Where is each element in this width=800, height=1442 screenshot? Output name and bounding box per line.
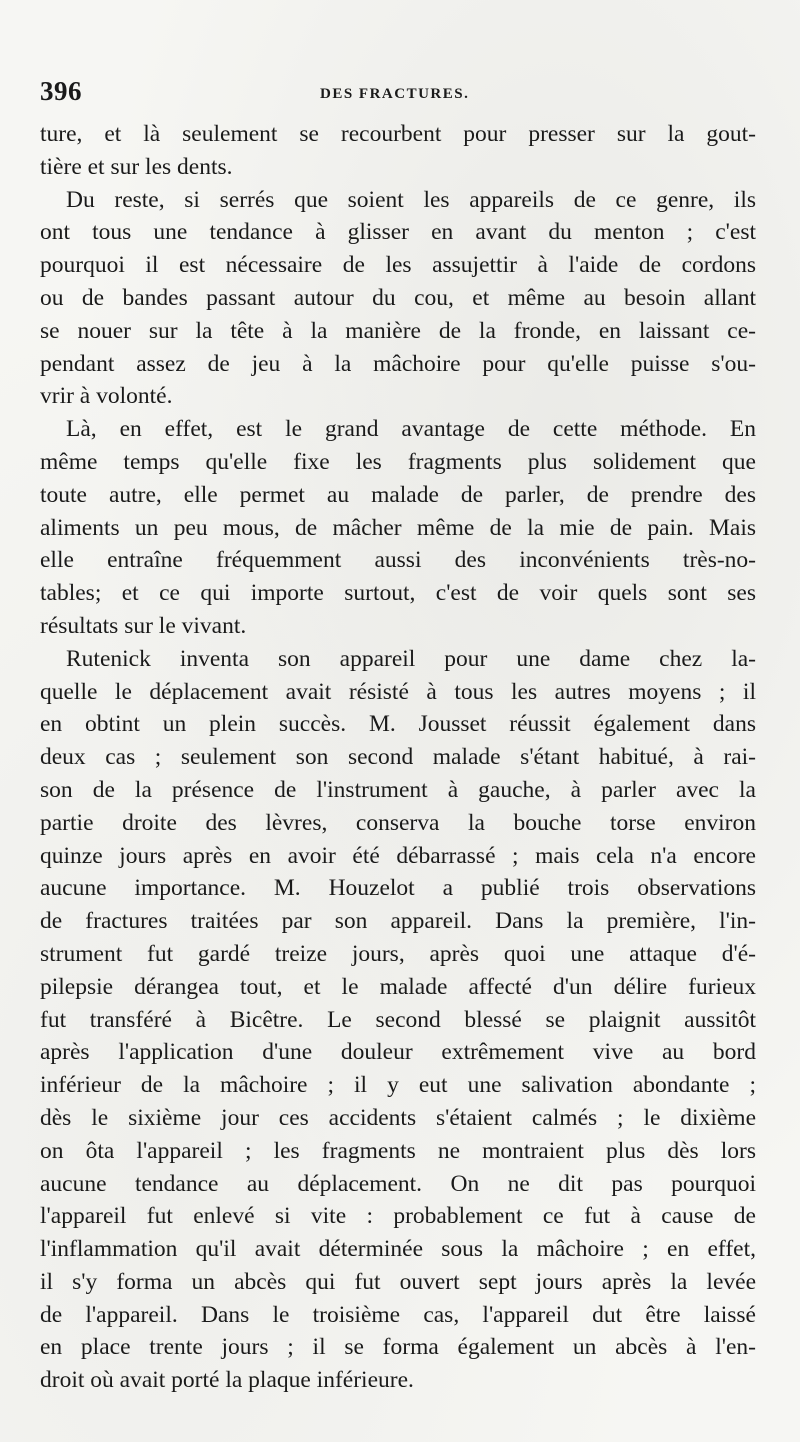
text-line: même temps qu'elle fixe les fragments plus solidement que: [40, 448, 756, 475]
text-line: partie droite des lèvres, conserva la bouche torse environ: [40, 809, 756, 836]
text-line: vrir à volonté.: [40, 383, 173, 410]
text-line: il s'y forma un abcès qui fut ouvert sept jours après la levée: [40, 1268, 756, 1295]
text-line: dès le sixième jour ces accidents s'étaient calmés ; le dixième: [40, 1104, 756, 1131]
text-line: en place trente jours ; il se forma également un abcès à l'en-: [40, 1334, 756, 1361]
text-line: l'appareil fut enlevé si vite : probablement ce fut à cause de: [40, 1203, 756, 1230]
text-line: aliments un peu mous, de mâcher même de la mie de pain. Mais: [40, 514, 756, 541]
text-line: ou de bandes passant autour du cou, et même au besoin allant: [40, 284, 756, 311]
text-line: ture, et là seulement se recourbent pour presser sur la gout-: [40, 121, 756, 147]
page-number: 396: [40, 76, 82, 106]
text-line: on ôta l'appareil ; les fragments ne montraient plus dès lors: [40, 1137, 756, 1164]
text-line: Rutenick inventa son appareil pour une dame chez la-: [66, 645, 756, 672]
text-line: de fractures traitées par son appareil. Dans la première, l'in-: [40, 908, 756, 935]
text-line: deux cas ; seulement son second malade s'étant habitué, à rai-: [40, 744, 756, 771]
text-line: pourquoi il est nécessaire de les assujettir à l'aide de cordons: [40, 252, 756, 279]
text-line: Là, en effet, est le grand avantage de cette méthode. En: [66, 416, 756, 443]
text-line: ont tous une tendance à glisser en avant du menton ; c'est: [40, 219, 756, 246]
text-line: Du reste, si serrés que soient les appareils de ce genre, ils: [66, 186, 756, 213]
running-head: [40, 76, 760, 112]
body-text: [40, 118, 756, 1397]
text-line: tière et sur les dents.: [40, 153, 233, 180]
text-line: l'inflammation qu'il avait déterminée sous la mâchoire ; en effet,: [40, 1236, 756, 1263]
text-line: quelle le déplacement avait résisté à tous les autres moyens ; il: [40, 678, 756, 705]
text-line: strument fut gardé treize jours, après quoi une attaque d'é-: [40, 940, 756, 967]
text-line: se nouer sur la tête à la manière de la fronde, en laissant ce-: [40, 317, 756, 344]
text-line: quinze jours après en avoir été débarrassé ; mais cela n'a encore: [40, 842, 756, 869]
text-line: résultats sur le vivant.: [40, 612, 247, 639]
text-line: pilepsie dérangea tout, et le malade affecté d'un délire furieux: [40, 973, 756, 1000]
running-title: DES FRACTURES.: [320, 86, 470, 102]
text-line: fut transféré à Bicêtre. Le second blessé se plaignit aussitôt: [40, 1006, 756, 1033]
text-line: son de la présence de l'instrument à gauche, à parler avec la: [40, 776, 756, 803]
text-line: en obtint un plein succès. M. Jousset réussit également dans: [40, 711, 756, 738]
text-line: tables; et ce qui importe surtout, c'est de voir quels sont ses: [40, 580, 756, 607]
text-line: elle entraîne fréquemment aussi des inconvénients très-no-: [40, 547, 756, 574]
text-line: pendant assez de jeu à la mâchoire pour qu'elle puisse s'ou-: [40, 350, 756, 377]
text-line: droit où avait porté la plaque inférieure.: [40, 1367, 414, 1394]
text-line: toute autre, elle permet au malade de parler, de prendre des: [40, 481, 756, 508]
text-line: après l'application d'une douleur extrêmement vive au bord: [40, 1039, 756, 1066]
text-line: de l'appareil. Dans le troisième cas, l'appareil dut être laissé: [40, 1301, 756, 1328]
text-line: aucune importance. M. Houzelot a publié trois observations: [40, 875, 756, 902]
text-line: aucune tendance au déplacement. On ne dit pas pourquoi: [40, 1170, 756, 1197]
text-line: inférieur de la mâchoire ; il y eut une salivation abondante ;: [40, 1072, 756, 1099]
